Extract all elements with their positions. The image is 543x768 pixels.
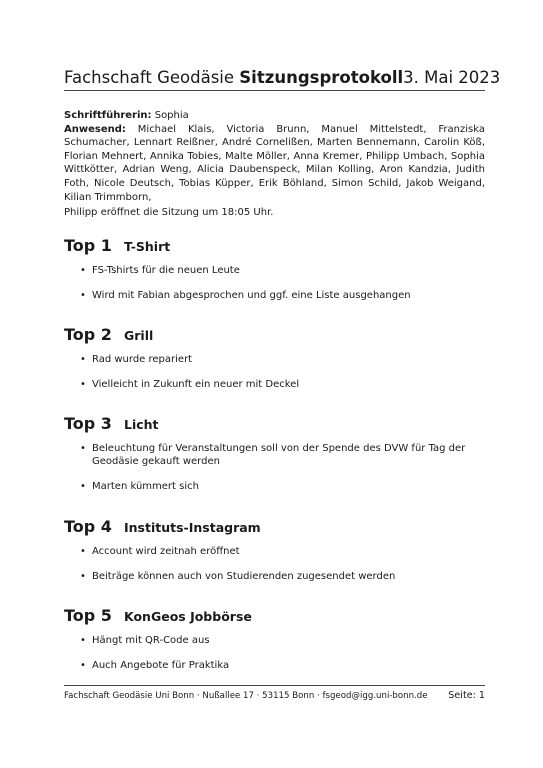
bullet-icon: • bbox=[80, 443, 86, 454]
item-text: FS-Tshirts für die neuen Leute bbox=[92, 265, 240, 276]
bullet-icon: • bbox=[80, 481, 86, 493]
top-items bbox=[64, 634, 485, 672]
top-number: Top 3 bbox=[64, 414, 112, 433]
page-number: Seite: 1 bbox=[448, 690, 485, 701]
list-item bbox=[64, 264, 485, 277]
top-number: Top 2 bbox=[64, 325, 112, 344]
top-title: Instituts-Instagram bbox=[124, 520, 261, 535]
item-text: Wird mit Fabian abgesprochen und ggf. eine Liste ausgehangen bbox=[92, 289, 411, 301]
list-item bbox=[64, 289, 485, 302]
item-text: Auch Angebote für Praktika bbox=[92, 659, 230, 671]
top-section bbox=[64, 325, 485, 403]
top-heading bbox=[64, 606, 485, 628]
bullet-icon: • bbox=[80, 635, 86, 646]
header-date: 3. Mai 2023 bbox=[403, 68, 501, 87]
top-number: Top 5 bbox=[64, 606, 112, 625]
item-text: Hängt mit QR-Code aus bbox=[92, 635, 210, 646]
writer-name: Sophia bbox=[154, 110, 189, 121]
top-items bbox=[64, 353, 485, 391]
bullet-icon: • bbox=[80, 546, 86, 557]
list-item bbox=[64, 570, 485, 583]
item-text: Account wird zeitnah eröffnet bbox=[92, 546, 240, 557]
item-text: Vielleicht in Zukunft ein neuer mit Deckel bbox=[92, 378, 300, 390]
top-items bbox=[64, 264, 485, 302]
list-item bbox=[64, 545, 485, 558]
item-text: Beiträge können auch von Studierenden zugesendet werden bbox=[92, 570, 396, 582]
attendees-list: Michael Klais, Victoria Brunn, Manuel Mittelstedt, Franziska Schumacher, Lennart Reißner, André Cornelißen, Marten Bennemann, Carolin Köß, Florian Mehnert, Annika Tobies, Malte Möller, Anna Kremer, Philipp Umbach, Sophia Wittkötter, Adrian Weng, Alicia Daubenspeck, Milan Kolling, Aron Kandzia, Judith Foth, Nicole Deutsch, Tobias Küpper, Erik Böhland, Simon Schild, Jakob Weigand, Kilian Trimmborn, bbox=[64, 123, 485, 203]
list-item bbox=[64, 353, 485, 366]
writer-label: Schriftführerin: bbox=[64, 110, 152, 121]
meta-block bbox=[64, 109, 485, 204]
top-section bbox=[64, 236, 485, 314]
top-title: Licht bbox=[124, 417, 159, 432]
item-text: Beleuchtung für Veranstaltungen soll von der Spende des DVW für Tag der Geodäsie gekauft werden bbox=[92, 443, 466, 468]
bullet-icon: • bbox=[80, 378, 86, 390]
top-heading bbox=[64, 236, 485, 258]
attendees-label: Anwesend: bbox=[64, 123, 126, 135]
top-section bbox=[64, 414, 485, 505]
list-item bbox=[64, 634, 485, 647]
page-header bbox=[64, 62, 501, 91]
list-item bbox=[64, 480, 485, 493]
list-item bbox=[64, 378, 485, 391]
writer-line bbox=[64, 109, 485, 123]
top-section bbox=[64, 606, 485, 684]
list-item bbox=[64, 659, 485, 672]
top-title: KonGeos Jobbörse bbox=[124, 609, 252, 624]
top-section bbox=[64, 517, 485, 595]
footer-address: Fachschaft Geodäsie Uni Bonn · Nußallee 17 · 53115 Bonn · fsgeod@igg.uni-bonn.de bbox=[64, 691, 428, 701]
item-text: Marten kümmert sich bbox=[92, 481, 199, 493]
top-items bbox=[64, 442, 485, 494]
opening-line: Philipp eröffnet die Sitzung um 18:05 Uhr. bbox=[64, 207, 274, 218]
page-footer bbox=[64, 685, 485, 702]
top-heading bbox=[64, 414, 485, 436]
attendees-line bbox=[64, 123, 485, 205]
header-org: Fachschaft Geodäsie bbox=[64, 68, 235, 87]
top-number: Top 1 bbox=[64, 236, 112, 255]
header-doc-type: Sitzungsprotokoll bbox=[239, 68, 404, 87]
item-text: Rad wurde repariert bbox=[92, 354, 193, 365]
top-title: T-Shirt bbox=[124, 239, 171, 254]
top-heading bbox=[64, 325, 485, 347]
top-items bbox=[64, 545, 485, 583]
bullet-icon: • bbox=[80, 265, 86, 276]
header-title bbox=[64, 68, 403, 88]
bullet-icon: • bbox=[80, 570, 86, 582]
top-number: Top 4 bbox=[64, 517, 112, 536]
bullet-icon: • bbox=[80, 289, 86, 301]
bullet-icon: • bbox=[80, 659, 86, 671]
list-item bbox=[64, 442, 485, 469]
bullet-icon: • bbox=[80, 354, 86, 365]
top-heading bbox=[64, 517, 485, 539]
top-title: Grill bbox=[124, 328, 154, 343]
